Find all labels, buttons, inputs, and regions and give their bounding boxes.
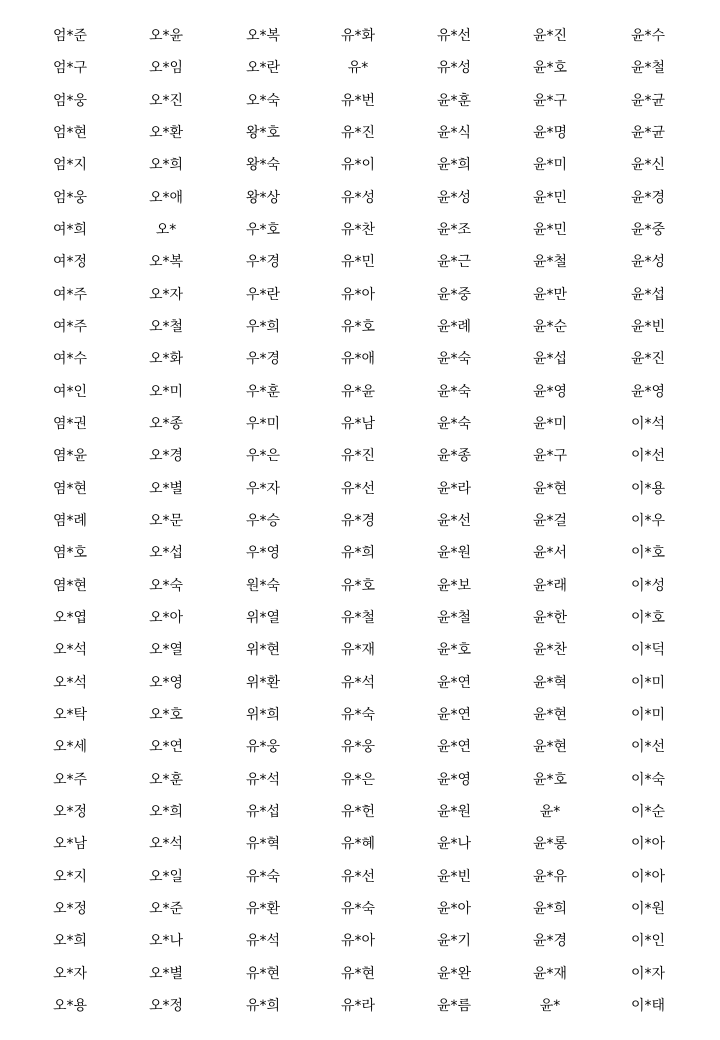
name-entry: 오*지 bbox=[52, 868, 88, 885]
name-entry: 위*희 bbox=[245, 706, 281, 723]
name-entry: 염*례 bbox=[52, 512, 88, 529]
name-entry: 유*윤 bbox=[340, 383, 376, 400]
name-entry: 이*성 bbox=[630, 577, 666, 594]
name-entry: 여*주 bbox=[52, 318, 88, 335]
name-entry: 이*원 bbox=[630, 900, 666, 917]
name-entry: 유*민 bbox=[340, 254, 376, 271]
name-entry: 유*숙 bbox=[340, 900, 376, 917]
name-entry: 우*경 bbox=[245, 351, 281, 368]
name-entry: 윤*철 bbox=[436, 609, 472, 626]
name-entry: 왕*숙 bbox=[245, 157, 281, 174]
name-entry: 오*화 bbox=[148, 351, 184, 368]
name-entry: 오*석 bbox=[52, 674, 88, 691]
name-entry: 윤*연 bbox=[436, 706, 472, 723]
name-entry: 오*세 bbox=[52, 739, 88, 756]
name-entry: 윤* bbox=[539, 803, 561, 820]
name-entry: 이*미 bbox=[630, 706, 666, 723]
name-entry: 오*열 bbox=[148, 642, 184, 659]
name-entry: 윤*기 bbox=[436, 933, 472, 950]
name-entry: 윤*수 bbox=[630, 28, 666, 44]
name-entry: 이*순 bbox=[630, 803, 666, 820]
name-entry: 여*수 bbox=[52, 351, 88, 368]
name-entry: 유*아 bbox=[340, 933, 376, 950]
name-entry: 윤*민 bbox=[532, 221, 568, 238]
name-entry: 오* bbox=[155, 221, 177, 238]
name-entry: 윤*나 bbox=[436, 836, 472, 853]
name-entry: 윤*연 bbox=[436, 674, 472, 691]
name-entry: 윤*미 bbox=[532, 157, 568, 174]
name-entry: 우*미 bbox=[245, 415, 281, 432]
name-entry: 엄*준 bbox=[52, 28, 88, 44]
name-entry: 윤*경 bbox=[532, 933, 568, 950]
name-entry: 오*영 bbox=[148, 674, 184, 691]
name-entry: 유*석 bbox=[245, 933, 281, 950]
name-entry: 엄*웅 bbox=[52, 92, 88, 109]
name-entry: 윤*연 bbox=[436, 739, 472, 756]
name-entry: 오*석 bbox=[52, 642, 88, 659]
name-entry: 오*탁 bbox=[52, 706, 88, 723]
name-entry: 이*자 bbox=[630, 965, 666, 982]
name-entry: 유*현 bbox=[340, 965, 376, 982]
name-entry: 오*희 bbox=[148, 803, 184, 820]
name-entry: 오*희 bbox=[148, 157, 184, 174]
name-entry: 윤*보 bbox=[436, 577, 472, 594]
name-entry: 오*정 bbox=[52, 803, 88, 820]
name-entry: 유*희 bbox=[340, 545, 376, 562]
name-entry: 윤*현 bbox=[532, 706, 568, 723]
name-entry: 오*나 bbox=[148, 933, 184, 950]
name-entry: 이*인 bbox=[630, 933, 666, 950]
name-entry: 왕*호 bbox=[245, 124, 281, 141]
name-entry: 유*웅 bbox=[340, 739, 376, 756]
name-entry: 윤*종 bbox=[436, 448, 472, 465]
name-entry: 유*선 bbox=[340, 868, 376, 885]
name-entry: 윤*경 bbox=[630, 189, 666, 206]
name-entry: 오*철 bbox=[148, 318, 184, 335]
name-entry: 오*별 bbox=[148, 965, 184, 982]
name-entry: 윤*걸 bbox=[532, 512, 568, 529]
name-entry: 오*임 bbox=[148, 60, 184, 77]
name-entry: 윤*빈 bbox=[436, 868, 472, 885]
name-entry: 엄*웅 bbox=[52, 189, 88, 206]
name-entry: 오*종 bbox=[148, 415, 184, 432]
name-entry: 유*선 bbox=[436, 28, 472, 44]
name-entry: 여*인 bbox=[52, 383, 88, 400]
name-entry: 윤*현 bbox=[532, 480, 568, 497]
name-entry: 윤*재 bbox=[532, 965, 568, 982]
name-entry: 유*호 bbox=[340, 577, 376, 594]
name-entry: 윤*철 bbox=[630, 60, 666, 77]
name-entry: 오*정 bbox=[52, 900, 88, 917]
name-entry: 엄*현 bbox=[52, 124, 88, 141]
name-entry: 윤*명 bbox=[532, 124, 568, 141]
name-entry: 윤*희 bbox=[436, 157, 472, 174]
name-entry: 위*현 bbox=[245, 642, 281, 659]
name-entry: 윤*롱 bbox=[532, 836, 568, 853]
name-entry: 이*용 bbox=[630, 480, 666, 497]
name-entry: 우*영 bbox=[245, 545, 281, 562]
name-entry: 유*진 bbox=[340, 448, 376, 465]
name-entry: 유*경 bbox=[340, 512, 376, 529]
name-entry: 윤*현 bbox=[532, 739, 568, 756]
name-entry: 윤*원 bbox=[436, 803, 472, 820]
name-entry: 윤*훈 bbox=[436, 92, 472, 109]
name-column bbox=[30, 20, 110, 1022]
name-entry: 오*환 bbox=[148, 124, 184, 141]
name-column bbox=[223, 20, 303, 1022]
name-entry: 윤*영 bbox=[532, 383, 568, 400]
name-entry: 오*희 bbox=[52, 933, 88, 950]
name-entry: 오*석 bbox=[148, 836, 184, 853]
name-entry: 윤*섭 bbox=[532, 351, 568, 368]
name-entry: 윤*숙 bbox=[436, 415, 472, 432]
name-entry: 유*애 bbox=[340, 351, 376, 368]
name-entry: 이*미 bbox=[630, 674, 666, 691]
name-entry: 염*호 bbox=[52, 545, 88, 562]
name-entry: 오*남 bbox=[52, 836, 88, 853]
name-entry: 오*자 bbox=[52, 965, 88, 982]
name-entry: 우*은 bbox=[245, 448, 281, 465]
name-entry: 이*아 bbox=[630, 836, 666, 853]
name-entry: 윤*숙 bbox=[436, 351, 472, 368]
name-entry: 우*희 bbox=[245, 318, 281, 335]
name-entry: 유*웅 bbox=[245, 739, 281, 756]
name-entry: 유*호 bbox=[340, 318, 376, 335]
name-entry: 유*번 bbox=[340, 92, 376, 109]
name-entry: 윤*혁 bbox=[532, 674, 568, 691]
name-entry: 유*철 bbox=[340, 609, 376, 626]
name-entry: 윤*철 bbox=[532, 254, 568, 271]
name-entry: 유*환 bbox=[245, 900, 281, 917]
name-entry: 여*정 bbox=[52, 254, 88, 271]
name-entry: 오*복 bbox=[148, 254, 184, 271]
name-entry: 윤*숙 bbox=[436, 383, 472, 400]
name-entry: 윤*근 bbox=[436, 254, 472, 271]
name-entry: 유*라 bbox=[340, 997, 376, 1014]
name-entry: 염*권 bbox=[52, 415, 88, 432]
name-column bbox=[318, 20, 398, 1022]
name-entry: 오*복 bbox=[245, 28, 281, 44]
name-entry: 이*호 bbox=[630, 609, 666, 626]
name-entry: 이*태 bbox=[630, 997, 666, 1014]
name-entry: 윤*진 bbox=[630, 351, 666, 368]
name-entry: 유*석 bbox=[340, 674, 376, 691]
name-entry: 이*선 bbox=[630, 448, 666, 465]
name-entry: 오*숙 bbox=[245, 92, 281, 109]
name-entry: 윤*구 bbox=[532, 92, 568, 109]
name-entry: 염*현 bbox=[52, 480, 88, 497]
name-entry: 윤*선 bbox=[436, 512, 472, 529]
name-entry: 유*이 bbox=[340, 157, 376, 174]
name-entry: 우*훈 bbox=[245, 383, 281, 400]
name-entry: 오*준 bbox=[148, 900, 184, 917]
name-entry: 엄*지 bbox=[52, 157, 88, 174]
name-entry: 윤*진 bbox=[532, 28, 568, 44]
name-entry: 오*정 bbox=[148, 997, 184, 1014]
name-entry: 윤*신 bbox=[630, 157, 666, 174]
name-entry: 윤*완 bbox=[436, 965, 472, 982]
name-entry: 우*란 bbox=[245, 286, 281, 303]
name-entry: 윤*성 bbox=[436, 189, 472, 206]
name-entry: 이*선 bbox=[630, 739, 666, 756]
name-entry: 이*우 bbox=[630, 512, 666, 529]
name-entry: 이*덕 bbox=[630, 642, 666, 659]
name-entry: 오*별 bbox=[148, 480, 184, 497]
name-entry: 유*선 bbox=[340, 480, 376, 497]
name-entry: 윤*한 bbox=[532, 609, 568, 626]
name-entry: 오*엽 bbox=[52, 609, 88, 626]
name-entry: 유*아 bbox=[340, 286, 376, 303]
name-column bbox=[126, 20, 206, 1022]
name-entry: 유*남 bbox=[340, 415, 376, 432]
name-column bbox=[608, 20, 688, 1022]
name-entry: 윤*래 bbox=[532, 577, 568, 594]
name-entry: 오*애 bbox=[148, 189, 184, 206]
name-entry: 윤* bbox=[539, 997, 561, 1014]
name-entry: 우*승 bbox=[245, 512, 281, 529]
name-entry: 유*성 bbox=[436, 60, 472, 77]
name-entry: 윤*유 bbox=[532, 868, 568, 885]
name-entry: 오*숙 bbox=[148, 577, 184, 594]
name-entry: 유*은 bbox=[340, 771, 376, 788]
name-entry: 윤*호 bbox=[436, 642, 472, 659]
name-entry: 윤*균 bbox=[630, 124, 666, 141]
name-entry: 유*석 bbox=[245, 771, 281, 788]
name-entry: 여*주 bbox=[52, 286, 88, 303]
name-entry: 오*호 bbox=[148, 706, 184, 723]
name-entry: 유*희 bbox=[245, 997, 281, 1014]
name-entry: 유*혜 bbox=[340, 836, 376, 853]
name-entry: 여*희 bbox=[52, 221, 88, 238]
name-entry: 윤*례 bbox=[436, 318, 472, 335]
name-entry: 우*자 bbox=[245, 480, 281, 497]
name-entry: 오*일 bbox=[148, 868, 184, 885]
name-entry: 이*숙 bbox=[630, 771, 666, 788]
name-entry: 유*현 bbox=[245, 965, 281, 982]
name-entry: 이*아 bbox=[630, 868, 666, 885]
name-entry: 위*환 bbox=[245, 674, 281, 691]
name-entry: 윤*민 bbox=[532, 189, 568, 206]
name-entry: 윤*영 bbox=[436, 771, 472, 788]
name-entry: 이*석 bbox=[630, 415, 666, 432]
name-entry: 오*진 bbox=[148, 92, 184, 109]
name-entry: 유*진 bbox=[340, 124, 376, 141]
name-entry: 윤*균 bbox=[630, 92, 666, 109]
name-entry: 유*재 bbox=[340, 642, 376, 659]
name-entry: 원*숙 bbox=[245, 577, 281, 594]
name-entry: 윤*영 bbox=[630, 383, 666, 400]
name-entry: 오*훈 bbox=[148, 771, 184, 788]
name-entry: 유*숙 bbox=[340, 706, 376, 723]
name-entry: 윤*아 bbox=[436, 900, 472, 917]
name-entry: 윤*섭 bbox=[630, 286, 666, 303]
name-entry: 위*열 bbox=[245, 609, 281, 626]
name-entry: 엄*구 bbox=[52, 60, 88, 77]
name-entry: 윤*찬 bbox=[532, 642, 568, 659]
name-entry: 윤*름 bbox=[436, 997, 472, 1014]
name-entry: 유*숙 bbox=[245, 868, 281, 885]
name-entry: 오*문 bbox=[148, 512, 184, 529]
name-column bbox=[414, 20, 494, 1022]
name-entry: 오*경 bbox=[148, 448, 184, 465]
name-entry: 오*윤 bbox=[148, 28, 184, 44]
name-entry: 오*아 bbox=[148, 609, 184, 626]
name-entry: 윤*조 bbox=[436, 221, 472, 238]
name-entry: 유*헌 bbox=[340, 803, 376, 820]
name-entry: 윤*순 bbox=[532, 318, 568, 335]
name-entry: 윤*호 bbox=[532, 60, 568, 77]
name-entry: 오*연 bbox=[148, 739, 184, 756]
name-entry: 윤*식 bbox=[436, 124, 472, 141]
name-entry: 윤*빈 bbox=[630, 318, 666, 335]
name-entry: 염*윤 bbox=[52, 448, 88, 465]
name-entry: 윤*희 bbox=[532, 900, 568, 917]
name-entry: 윤*성 bbox=[630, 254, 666, 271]
name-entry: 윤*미 bbox=[532, 415, 568, 432]
name-entry: 윤*중 bbox=[436, 286, 472, 303]
name-entry: 윤*원 bbox=[436, 545, 472, 562]
name-entry: 윤*호 bbox=[532, 771, 568, 788]
name-entry: 오*용 bbox=[52, 997, 88, 1014]
name-entry: 오*란 bbox=[245, 60, 281, 77]
name-entry: 윤*서 bbox=[532, 545, 568, 562]
name-entry: 유*찬 bbox=[340, 221, 376, 238]
name-entry: 윤*만 bbox=[532, 286, 568, 303]
name-entry: 우*경 bbox=[245, 254, 281, 271]
name-entry: 유*섭 bbox=[245, 803, 281, 820]
name-entry: 윤*중 bbox=[630, 221, 666, 238]
name-entry: 유*성 bbox=[340, 189, 376, 206]
name-entry: 우*호 bbox=[245, 221, 281, 238]
name-entry: 윤*라 bbox=[436, 480, 472, 497]
name-entry: 오*주 bbox=[52, 771, 88, 788]
name-entry: 유*혁 bbox=[245, 836, 281, 853]
name-entry: 오*미 bbox=[148, 383, 184, 400]
name-entry: 유*화 bbox=[340, 28, 376, 44]
name-entry: 윤*구 bbox=[532, 448, 568, 465]
name-entry: 왕*상 bbox=[245, 189, 281, 206]
name-entry: 오*자 bbox=[148, 286, 184, 303]
name-entry: 이*호 bbox=[630, 545, 666, 562]
name-entry: 염*현 bbox=[52, 577, 88, 594]
name-column bbox=[510, 20, 590, 1022]
name-entry: 오*섭 bbox=[148, 545, 184, 562]
name-entry: 유* bbox=[347, 60, 369, 77]
